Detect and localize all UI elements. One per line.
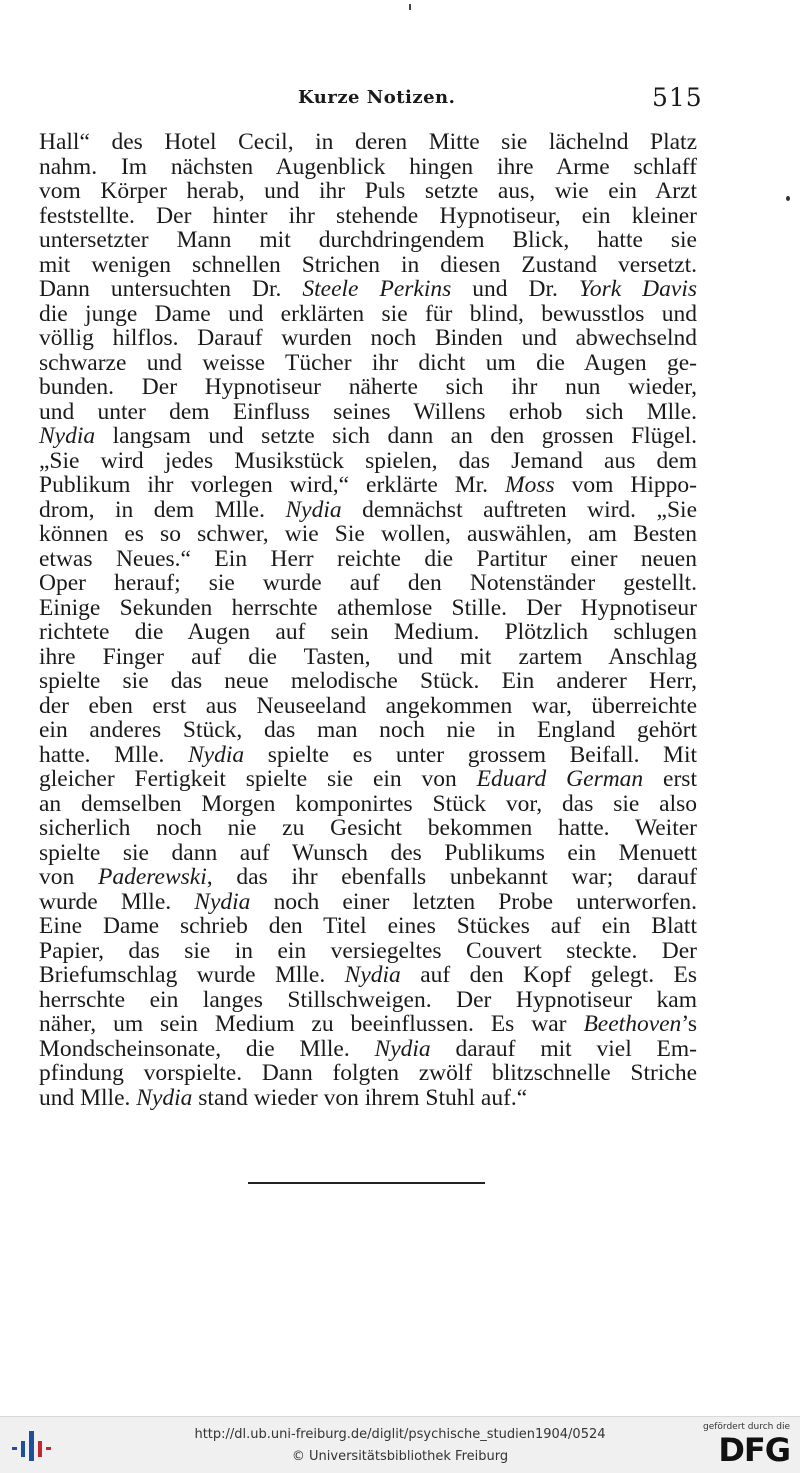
text-line <box>39 596 697 621</box>
text-line <box>39 155 697 180</box>
text-segment: und Dr. <box>451 276 579 302</box>
text-segment: spielte es unter grossem Beifall. Mit <box>244 741 697 768</box>
text-segment: Einige Sekunden herrschte athemlose Stille. Der Hypnotiseur <box>39 594 697 621</box>
text-line <box>39 963 697 988</box>
italic-name: Nydia <box>194 888 251 915</box>
italic-name: Paderewski <box>98 864 207 890</box>
text-line <box>39 571 697 596</box>
text-segment: feststellte. Der hinter ihr stehende Hypnotiseur, ein kleiner <box>39 202 697 229</box>
text-segment: vom Hippo- <box>554 472 697 498</box>
text-segment: darauf mit viel Em- <box>430 1035 697 1062</box>
text-line <box>39 743 697 768</box>
text-line <box>39 841 697 866</box>
permalink-url[interactable]: http://dl.ub.uni-freiburg.de/diglit/psychische_studien1904/0524 <box>194 1427 606 1442</box>
text-segment: etwas Neues.“ Ein Herr reichte die Partitur einer neuen <box>39 545 697 572</box>
italic-name: Nydia <box>188 741 245 768</box>
text-segment: demnächst auftreten wird. „Sie <box>341 496 697 523</box>
text-line <box>39 914 697 939</box>
italic-name: Nydia <box>285 496 342 523</box>
text-segment: noch einer letzten Probe unterworfen. <box>250 888 697 915</box>
page-number: 515 <box>652 83 703 112</box>
text-segment: ein anderes Stück, das man noch nie in England gehört <box>39 717 697 743</box>
text-segment: Oper herauf; sie wurde auf den Notenständer gestellt. <box>39 570 697 596</box>
text-line <box>39 522 697 547</box>
text-line <box>39 718 697 743</box>
text-segment: und Mlle. <box>39 1084 137 1111</box>
text-line <box>39 228 697 253</box>
text-segment: erst <box>643 766 697 792</box>
text-segment: „Sie wird jedes Musikstück spielen, das Jemand aus dem <box>39 447 697 474</box>
section-end-rule <box>248 1182 485 1184</box>
text-line <box>39 865 697 890</box>
text-line <box>39 645 697 670</box>
text-line <box>39 351 697 376</box>
text-segment: nahm. Im nächsten Augenblick hingen ihre Arme schlaff <box>39 153 697 180</box>
text-segment: herrschte ein langes Stillschweigen. Der Hypnotiseur kam <box>39 986 697 1013</box>
text-segment: langsam und setzte sich dann an den grossen Flügel. <box>95 423 697 449</box>
italic-name: Nydia <box>136 1084 193 1111</box>
text-segment: an demselben Morgen komponirtes Stück vor, das sie also <box>39 790 697 817</box>
text-line <box>39 179 697 204</box>
margin-mark <box>786 196 790 201</box>
text-line <box>39 669 697 694</box>
text-segment: die junge Dame und erklärten sie für blind, bewusstlos und <box>39 300 697 327</box>
text-line <box>39 277 697 302</box>
italic-name: Nydia <box>374 1035 431 1062</box>
text-line <box>39 890 697 915</box>
text-line <box>39 792 697 817</box>
text-segment: der eben erst aus Neuseeland angekommen war, überreichte <box>39 692 697 719</box>
viewer-footer <box>0 1416 800 1473</box>
text-segment: gleicher Fertigkeit spielte sie ein von <box>39 766 477 792</box>
text-segment: Hall“ des Hotel Cecil, in deren Mitte sie lächelnd Platz <box>39 129 697 155</box>
text-line <box>39 1086 697 1111</box>
text-segment: Eine Dame schrieb den Titel eines Stückes auf ein Blatt <box>39 913 697 939</box>
text-segment: , das ihr ebenfalls unbekannt war; darauf <box>206 864 697 890</box>
text-line <box>39 988 697 1013</box>
italic-name: Steele Perkins <box>302 276 452 302</box>
text-line <box>39 253 697 278</box>
dfg-logo: DFG <box>718 1431 790 1469</box>
italic-name: Beethoven <box>583 1011 682 1037</box>
text-segment: wurde Mlle. <box>39 888 195 915</box>
text-line <box>39 694 697 719</box>
text-line <box>39 400 697 425</box>
text-segment: näher, um sein Medium zu beeinflussen. Es war <box>39 1011 584 1037</box>
text-segment: spielte sie dann auf Wunsch des Publikums ein Menuett <box>39 839 697 866</box>
text-line <box>39 302 697 327</box>
text-segment: bunden. Der Hypnotiseur näherte sich ihr nun wieder, <box>39 374 697 400</box>
body-text <box>39 130 697 1110</box>
italic-name: Nydia <box>344 962 401 988</box>
text-line <box>39 620 697 645</box>
text-line <box>39 204 697 229</box>
text-line <box>39 449 697 474</box>
text-segment: Dann untersuchten Dr. <box>39 276 303 302</box>
text-line <box>39 473 697 498</box>
text-segment: Briefumschlag wurde Mlle. <box>39 962 345 988</box>
text-line <box>39 1012 697 1037</box>
text-segment: können es so schwer, wie Sie wollen, auswählen, am Besten <box>39 521 697 547</box>
text-segment: sicherlich noch nie zu Gesicht bekommen hatte. Weiter <box>39 815 697 841</box>
text-segment: Papier, das sie in ein versiegeltes Couvert steckte. Der <box>39 937 697 964</box>
text-segment: ’s <box>681 1011 697 1037</box>
text-line <box>39 424 697 449</box>
text-line <box>39 130 697 155</box>
text-segment: vom Körper herab, und ihr Puls setzte aus, wie ein Arzt <box>39 178 697 204</box>
text-line <box>39 767 697 792</box>
text-line <box>39 1037 697 1062</box>
italic-name: Eduard German <box>476 766 644 792</box>
scan-mark <box>409 4 411 10</box>
text-segment: drom, in dem Mlle. <box>39 496 286 523</box>
text-segment: auf den Kopf gelegt. Es <box>400 962 698 988</box>
text-line <box>39 498 697 523</box>
text-line <box>39 547 697 572</box>
text-segment: Publikum ihr vorlegen wird,“ erklärte Mr. <box>39 472 506 498</box>
text-segment: Mondscheinsonate, die Mlle. <box>39 1035 375 1062</box>
text-line <box>39 939 697 964</box>
italic-name: Moss <box>505 472 555 498</box>
text-line <box>39 326 697 351</box>
text-segment: mit wenigen schnellen Strichen in diesen Zustand versetzt. <box>39 251 697 278</box>
text-segment: spielte sie das neue melodische Stück. Ein anderer Herr, <box>39 668 697 694</box>
text-segment: richtete die Augen auf sein Medium. Plötzlich schlugen <box>39 619 697 645</box>
text-segment: von <box>39 864 98 890</box>
text-line <box>39 816 697 841</box>
funding-note: gefördert durch die <box>703 1422 790 1432</box>
text-segment: pfindung vorspielte. Dann folgten zwölf blitzschnelle Striche <box>39 1060 697 1086</box>
copyright-notice: © Universitätsbibliothek Freiburg <box>291 1449 509 1464</box>
text-segment: und unter dem Einfluss seines Willens erhob sich Mlle. <box>39 398 697 425</box>
text-segment: hatte. Mlle. <box>39 741 188 768</box>
italic-name: York Davis <box>578 276 697 302</box>
running-head: Kurze Notizen. <box>298 87 456 108</box>
text-segment: völlig hilflos. Darauf wurden noch Binden und abwechselnd <box>39 325 697 351</box>
italic-name: Nydia <box>39 423 96 449</box>
text-segment: schwarze und weisse Tücher ihr dicht um die Augen ge- <box>39 349 697 376</box>
text-segment: ihre Finger auf die Tasten, und mit zartem Anschlag <box>39 643 697 670</box>
text-line <box>39 375 697 400</box>
text-segment: stand wieder von ihrem Stuhl auf.“ <box>192 1084 528 1111</box>
text-segment: untersetzter Mann mit durchdringendem Blick, hatte sie <box>39 227 697 253</box>
text-line <box>39 1061 697 1086</box>
